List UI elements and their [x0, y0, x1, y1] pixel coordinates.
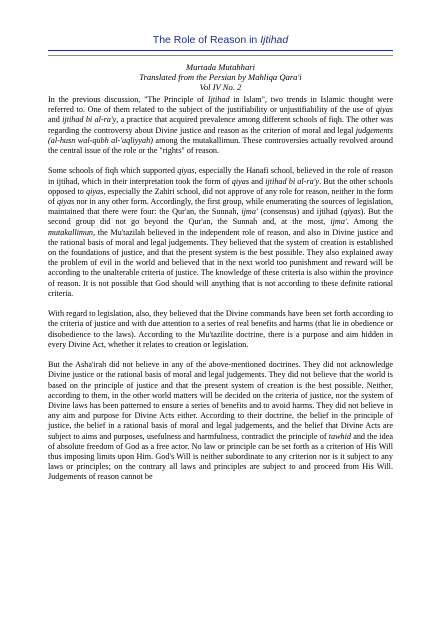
italic-term: qiyas — [375, 105, 393, 115]
italic-term: ijma' — [241, 207, 258, 217]
text-run: , a practice that acquired prevalence among different schools of fiqh. The other was regarding the controversy about Divine justice and reason as the criterion of moral and legal — [48, 115, 393, 135]
title-italic: Ijtihad — [260, 34, 289, 46]
text-run: and — [48, 115, 63, 125]
body-paragraph — [48, 166, 393, 299]
text-run: nor in any other form. Accordingly, the first group, while enumerating the sources of legislation, maintained that there were four: the Qur'an, the Sunnah, — [48, 197, 393, 217]
text-run: and the idea of absolute freedom of God as a free actor. No law or principle can be set forth as a criterion of His Will thus imposing limits upon Him. God's Will is neither subordinate to any criterion nor is it subject to any laws or principles; on the contrary all laws and principles are subject to and proceed from His Will. Judgements of reason cannot be — [48, 431, 393, 482]
text-run: in Islam", two trends in Islamic thought were referred to. One of them related to the subject of the justifiability or unjustifiability of the use of — [48, 95, 393, 115]
author-name: Murtada Mutahhari — [186, 62, 255, 72]
italic-term: qiyas — [86, 186, 104, 196]
text-run: and — [249, 176, 266, 186]
italic-term: ijtihad bi al-ra'y — [62, 115, 117, 125]
italic-term: qiyas — [177, 166, 195, 176]
italic-term: Ijtihad — [207, 95, 230, 104]
text-run: ). But the second group did not go beyond the Qur'an, the Sunnah and, at the most, — [48, 207, 394, 227]
translator-line: Translated from the Persian by Mahliqa Qara'i — [139, 71, 302, 82]
body-paragraph — [48, 309, 393, 350]
title-rule-bottom — [48, 55, 393, 56]
italic-term: judgements (al-husn wal-qubh al-'aqliyyah) — [48, 125, 393, 145]
italic-term: qiyas — [231, 176, 250, 186]
title-rule-top — [48, 50, 393, 51]
body-paragraph — [48, 95, 393, 156]
page-title — [0, 34, 441, 46]
italic-term: qiyas — [343, 207, 361, 217]
text-run: , especially the Zahiri school, did not approve of any role for reason, neither in the form of — [48, 186, 393, 207]
text-run: . Among the — [346, 217, 393, 227]
text-run: , especially the Hanafi school, believed in the role of reason in ijtihad, which in their interpretation took the form of — [48, 166, 393, 186]
text-run: . But the other schools opposed to — [48, 176, 393, 196]
body-paragraph — [48, 360, 393, 482]
italic-term: tawhid — [328, 431, 352, 441]
italic-term: qiyas — [56, 197, 75, 207]
italic-term: ijma' — [330, 217, 347, 227]
text-run: But the Asha'irah did not believe in any of the above-mentioned doctrines. They did not acknowledge Divine justice or the rational basis of moral and legal judgements. They did not believe that the world is based on the principle of justice and that the present system of creation is the best possible. Neither, according to them, in the other world matters will be decided on the criteria of justice, nor the system of Divine laws has been patterned to ensure a series of benefits and to avoid harms. They did not believe in any aim and purpose for Divine Acts either. According to their doctrine, the belief in the principle of justice, the belief in a rational basis of moral and legal judgements, and the belief that Divine Acts are subject to aims and purposes, usefulness and harmfulness, contradict the principle of — [48, 360, 393, 441]
title-prefix: The Role of Reason in — [152, 34, 261, 46]
text-run: (consensus) and ijtihad ( — [257, 207, 344, 217]
text-run: With regard to legislation, also, they believed that the Divine commands have been set forth according to the criteria of justice and with due attention to a series of real benefits and harms (that lie in obedience or disobedience to the laws). According to the Mu'tazilite doctrine, there is a purpose and aim hidden in every Divine Act, whether it relates to creation or legislation. — [48, 309, 393, 349]
article-body — [48, 95, 393, 483]
byline — [0, 63, 441, 92]
text-run: In the previous discussion, "The Principle of — [48, 95, 208, 104]
text-run: among the mutakallimun. These controversies actually revolved around the central issue of the role or the "rights" of reason. — [48, 135, 393, 156]
volume-info: Vol IV No. 2 — [199, 81, 242, 92]
italic-term: mutakallimun — [48, 227, 94, 237]
italic-term: ijtihad bi al-ra'y — [265, 176, 320, 186]
text-run: Some schools of fiqh which supported — [48, 166, 178, 176]
text-run: , the Mu'tazilah believed in the independent role of reason, and also in Divine justice and the rational basis of moral and legal judgements. They believed that the system of creation is established on the foundations of justice, and that the present system is the best possible. They also explained away the problem of evil in the world and believed that in the next world too punishment and reward will be according to the unalterable criteria of justice. The knowledge of these criteria is also within the province of reason. It is not possible that God should will anything that is not according to these definite rational criteria. — [48, 227, 393, 298]
